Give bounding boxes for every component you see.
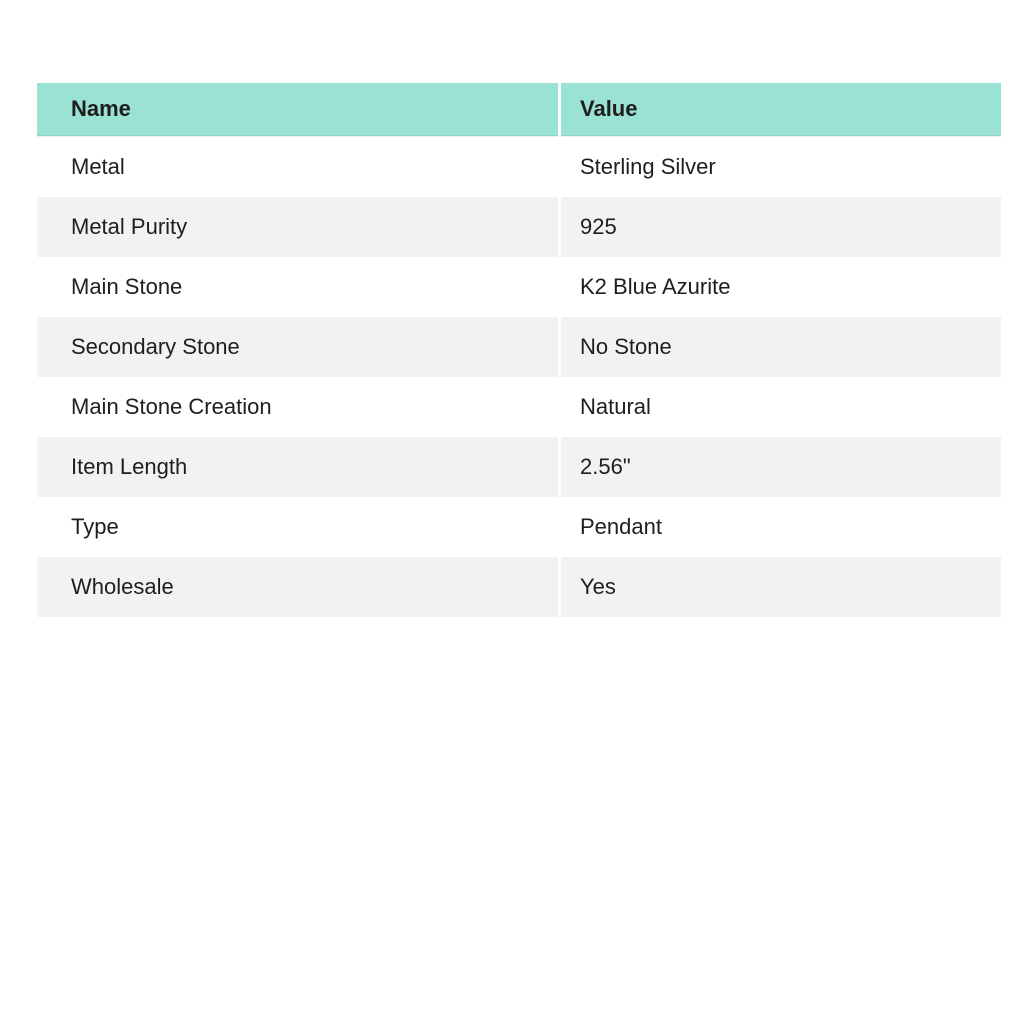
attribute-name-cell: Main Stone Creation bbox=[37, 377, 560, 437]
table-row bbox=[37, 197, 1001, 257]
table-row bbox=[37, 557, 1001, 617]
attribute-value-cell: 925 bbox=[560, 197, 1002, 257]
table-header bbox=[37, 83, 1001, 136]
attribute-value-cell: Natural bbox=[560, 377, 1002, 437]
table-row bbox=[37, 317, 1001, 377]
attribute-value-cell: No Stone bbox=[560, 317, 1002, 377]
attribute-value-cell: Pendant bbox=[560, 497, 1002, 557]
attribute-name-cell: Type bbox=[37, 497, 560, 557]
attribute-name-cell: Wholesale bbox=[37, 557, 560, 617]
table-row bbox=[37, 136, 1001, 197]
column-header-name: Name bbox=[37, 83, 560, 136]
table-row bbox=[37, 377, 1001, 437]
attribute-name-cell: Main Stone bbox=[37, 257, 560, 317]
table-row bbox=[37, 437, 1001, 497]
attribute-name-cell: Metal bbox=[37, 136, 560, 197]
attribute-name-cell: Secondary Stone bbox=[37, 317, 560, 377]
attribute-value-cell: K2 Blue Azurite bbox=[560, 257, 1002, 317]
header-row bbox=[37, 83, 1001, 136]
column-header-value: Value bbox=[560, 83, 1002, 136]
attribute-name-cell: Item Length bbox=[37, 437, 560, 497]
attribute-value-cell: Yes bbox=[560, 557, 1002, 617]
attribute-name-cell: Metal Purity bbox=[37, 197, 560, 257]
table-row bbox=[37, 497, 1001, 557]
attribute-value-cell: Sterling Silver bbox=[560, 136, 1002, 197]
table-row bbox=[37, 257, 1001, 317]
product-spec-table bbox=[37, 83, 1001, 617]
table-body bbox=[37, 136, 1001, 617]
attribute-value-cell: 2.56" bbox=[560, 437, 1002, 497]
